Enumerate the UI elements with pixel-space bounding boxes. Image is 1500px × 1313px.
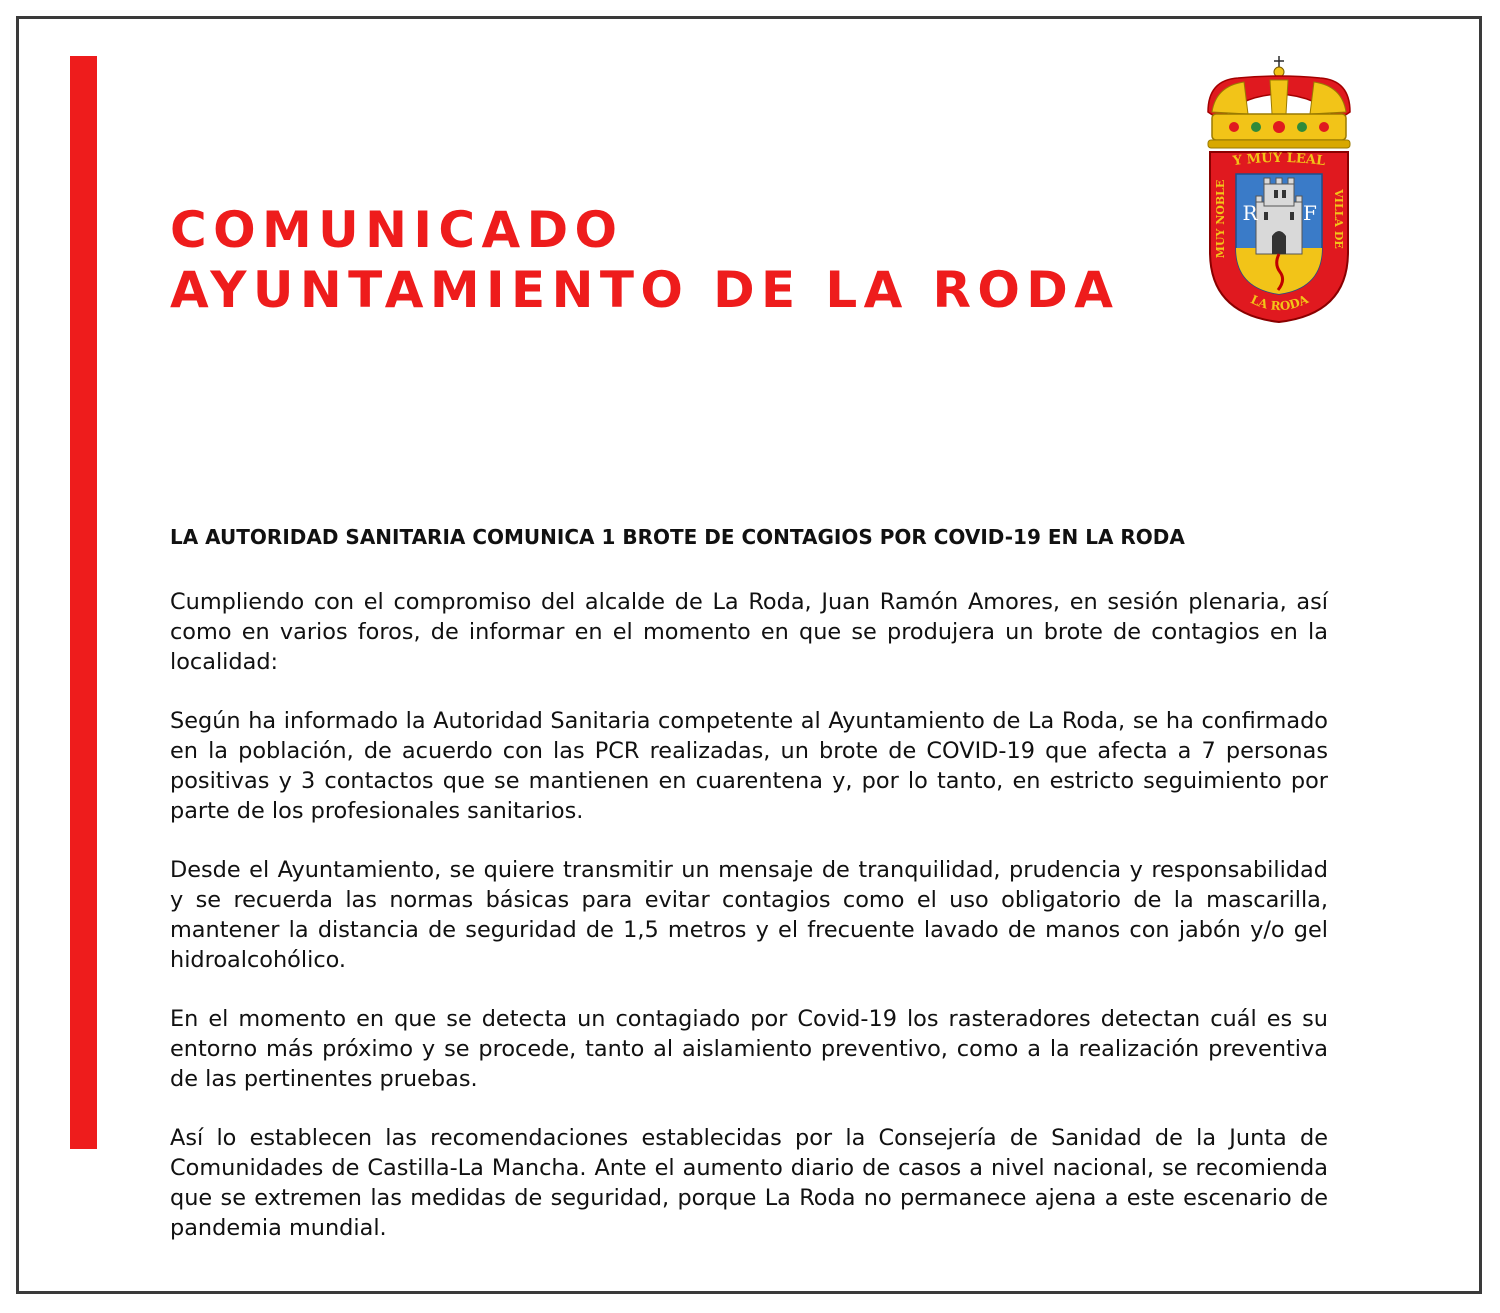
svg-text:LA RODA: LA RODA [1248,292,1311,314]
article-body [170,522,1328,1272]
svg-text:MUY NOBLE: MUY NOBLE [1214,179,1227,259]
svg-text:Y MUY LEAL: Y MUY LEAL [1231,150,1327,170]
red-accent-bar [70,56,97,1149]
svg-text:VILLA DE: VILLA DE [1332,189,1345,249]
article-paragraph-2: Según ha informado la Autoridad Sanitaria competente al Ayuntamiento de La Roda, se ha confirmado en la población, de acuerdo con las PCR realizadas, un brote de COVID-19 que afecta a 7 personas positivas y 3 contactos que se mantienen en cuarentena y, por lo tanto, en estricto seguimiento por parte de los profesionales sanitarios. [170,708,1328,824]
crown-icon [1208,56,1350,148]
svg-text:F: F [1303,201,1317,225]
page-title [170,200,1119,320]
title-line-2: AYUNTAMIENTO DE LA RODA [170,261,1120,319]
article-paragraph-1: Cumpliendo con el compromiso del alcalde de La Roda, Juan Ramón Amores, en sesión plenaria, así como en varios foros, de informar en el momento en que se produjera un brote de contagios en la localidad: [170,589,1328,675]
article-paragraph-3: Desde el Ayuntamiento, se quiere transmitir un mensaje de tranquilidad, prudencia y responsabilidad y se recuerda las normas básicas para evitar contagios como el uso obligatorio de la mascarilla, mantener la distancia de seguridad de 1,5 metros y el frecuente lavado de manos con jabón y/o gel hidroalcohólico. [170,857,1328,973]
article-paragraph-4: En el momento en que se detecta un contagiado por Covid-19 los rasteradores detectan cuál es su entorno más próximo y se procede, tanto al aislamiento preventivo, como a la realización preventiva de las pertinentes pruebas. [170,1006,1328,1092]
coat-of-arms-icon [1198,52,1360,326]
article-paragraph-5: Así lo establecen las recomendaciones establecidas por la Consejería de Sanidad de la Junta de Comunidades de Castilla-La Mancha. Ante el aumento diario de casos a nivel nacional, se recomienda que se extremen las medidas de seguridad, porque La Roda no permanece ajena a este escenario de pandemia mundial. [170,1125,1328,1241]
title-line-1: COMUNICADO [170,201,624,259]
article-headline: LA AUTORIDAD SANITARIA COMUNICA 1 BROTE DE CONTAGIOS POR COVID-19 EN LA RODA [170,525,1185,549]
svg-text:R: R [1242,201,1258,225]
